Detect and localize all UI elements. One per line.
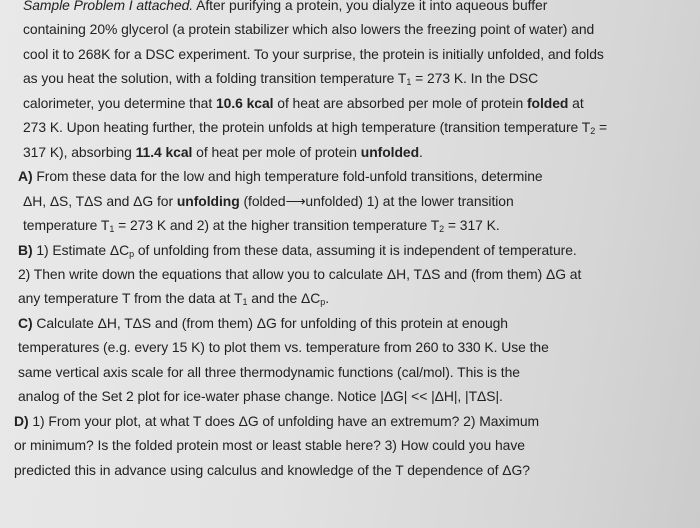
text-run: = 273 K. In the DSC	[411, 70, 539, 87]
text-line	[14, 384, 690, 408]
text-run: 317 K), absorbing	[23, 143, 136, 160]
text-line	[14, 91, 690, 115]
subscript: 1	[109, 224, 115, 235]
bold-text: unfolding	[176, 192, 240, 209]
text-line	[14, 360, 690, 384]
bold-text: 10.6 kcal	[215, 94, 274, 111]
text-run: temperatures (e.g. every 15 K) to plot them vs. temperature from 260 to 330 K. Use the	[18, 339, 549, 356]
bold-text: folded	[526, 94, 569, 111]
text-line	[14, 311, 690, 335]
problem-text	[14, 0, 690, 482]
text-line	[14, 42, 690, 66]
text-line	[14, 262, 690, 286]
text-run: 1) From your plot, at what T does ΔG of unfolding have an extremum? 2) Maximum	[28, 412, 540, 429]
text-run: (folded⟶unfolded) 1) at the lower transition	[239, 192, 514, 209]
text-run: predicted this in advance using calculus and knowledge of the T dependence of ΔG?	[14, 461, 530, 478]
bold-text: C)	[18, 314, 33, 331]
text-line	[14, 433, 690, 457]
text-run: and the ΔC	[247, 290, 321, 307]
text-line	[14, 17, 690, 41]
bold-text: 11.4 kcal	[135, 143, 193, 160]
text-run: .	[325, 290, 330, 307]
text-run: After purifying a protein, you dialyze it into aqueous buffer	[193, 0, 548, 13]
text-line	[14, 335, 690, 359]
text-run: of heat are absorbed per mole of protein	[273, 94, 527, 111]
text-line	[14, 0, 690, 17]
subscript: 1	[406, 77, 412, 88]
italic-text: Sample Problem I attached.	[23, 0, 194, 13]
text-line	[14, 164, 690, 188]
text-line	[14, 115, 690, 139]
subscript: p	[129, 248, 135, 259]
bold-text: A)	[18, 168, 33, 185]
text-line	[14, 189, 690, 213]
text-run: =	[595, 119, 608, 136]
text-line	[14, 213, 690, 237]
text-run: 273 K. Upon heating further, the protein unfolds at high temperature (transition temperature T	[23, 119, 591, 136]
text-run: analog of the Set 2 plot for ice-water phase change. Notice |ΔG| << |ΔH|, |TΔS|.	[18, 388, 503, 405]
subscript: p	[320, 297, 326, 308]
text-run: temperature T	[23, 217, 110, 234]
bold-text: D)	[14, 412, 29, 429]
text-run: From these data for the low and high temperature fold-unfold transitions, determine	[32, 168, 543, 185]
text-run: same vertical axis scale for all three thermodynamic functions (cal/mol). This is the	[18, 363, 520, 380]
text-run: as you heat the solution, with a folding transition temperature T	[23, 70, 407, 87]
text-line	[14, 238, 690, 262]
subscript: 2	[439, 224, 445, 235]
text-run: cool it to 268K for a DSC experiment. To your surprise, the protein is initially unfolded, and folds	[23, 45, 604, 62]
text-run: 1) Estimate ΔC	[32, 241, 130, 258]
text-run: .	[419, 143, 423, 160]
text-run: of heat per mole of protein	[192, 143, 361, 160]
text-line	[14, 66, 690, 90]
text-line	[14, 409, 690, 433]
text-run: of unfolding from these data, assuming it is independent of temperature.	[134, 241, 577, 258]
bold-text: B)	[18, 241, 33, 258]
subscript: 1	[242, 297, 248, 308]
text-run: calorimeter, you determine that	[23, 94, 216, 111]
bold-text: unfolded	[360, 143, 420, 160]
text-run: containing 20% glycerol (a protein stabilizer which also lowers the freezing point of water) and	[23, 21, 595, 38]
text-run: = 317 K.	[444, 217, 500, 234]
text-run: any temperature T from the data at T	[18, 290, 243, 307]
text-run: 2) Then write down the equations that allow you to calculate ΔH, TΔS and (from them) ΔG at	[18, 265, 582, 282]
text-run: = 273 K and 2) at the higher transition temperature T	[114, 217, 440, 234]
text-run: Calculate ΔH, TΔS and (from them) ΔG for unfolding of this protein at enough	[32, 314, 508, 331]
text-line	[14, 458, 690, 482]
text-run: or minimum? Is the folded protein most or least stable here? 3) How could you have	[14, 437, 525, 454]
text-run: ΔH, ΔS, TΔS and ΔG for	[23, 192, 177, 209]
text-line	[14, 286, 690, 310]
text-line	[14, 140, 690, 164]
text-run: at	[568, 94, 584, 111]
subscript: 2	[590, 126, 596, 137]
